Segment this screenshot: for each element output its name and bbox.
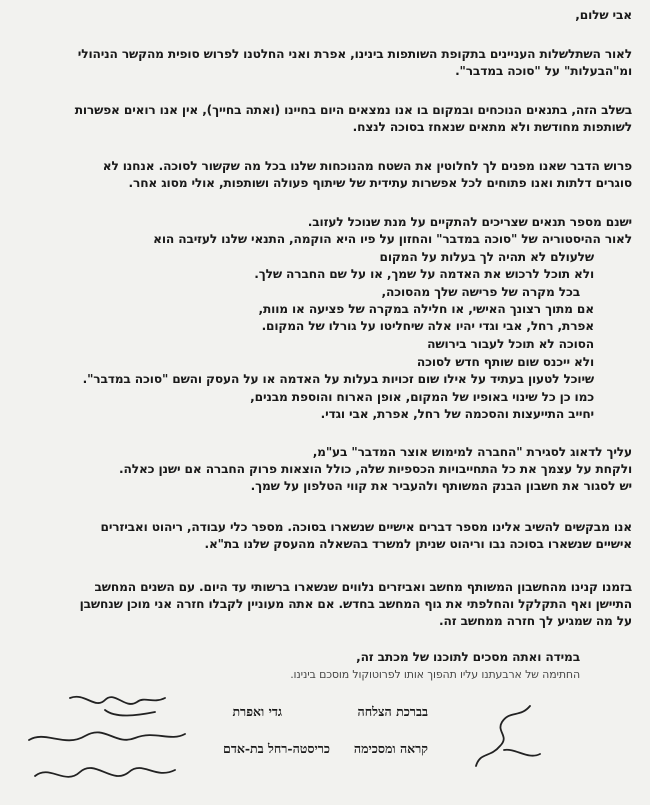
paragraph-items-line-1: אנו מבקשים להשיב אלינו מספר דברים אישיים שנשארו בסוכה. מספר כלי עבודה, ריהוט ואביזרים (100, 520, 632, 534)
conditions-history: לאור ההיסטוריה של "סוכה במדבר" והחזון על פיו היא הוקמה, התנאי שלנו לעזיבה הוא (153, 232, 632, 246)
condition-2-line-3: אפרת, רחל, אבי וגדי יהיו אלה שיחליטו על גורלו של המקום. (261, 319, 594, 333)
signature-scribble-top (70, 697, 165, 716)
condition-5-line-1: כמו כן כל שינוי באופיו של המקום, אופן הארוח והוספת מבנים, (250, 390, 594, 404)
paragraph-agree-line-2: החתימה של ארבעתנו עליו תהפוך אותו לפרוטוקול מוסכם בינינו. (290, 668, 580, 681)
signature-scribble-mid (29, 732, 185, 740)
paragraph-computer-line-3: על מה שמגיע לך חזרה ממחשב זה. (439, 614, 632, 628)
paragraph-company-line-1: עליך לדאוג לסגירת "החברה למימוש אוצר המדבר" בע"מ, (312, 445, 632, 459)
signature-scribble-bottom (35, 768, 175, 777)
conditions-intro: ישנם מספר תנאים שצריכים להתקיים על מנת שנוכל לעזוב. (307, 215, 632, 229)
paragraph-1-line-2: ומ"הבעלות" על "סוכה במדבר". (455, 64, 632, 78)
paragraph-2-line-2: לשותפות מחודשת ולא מתאים שנאחז בסוכה לנצח. (352, 120, 632, 134)
paragraph-computer-line-1: בזמנו קנינו מהחשבון המשותף מחשב ואביזרים נלווים שנשארו ברשותי עד היום. עם השנים המחשב (94, 580, 632, 594)
agree-label: קראה ומסכימה (353, 741, 428, 756)
paragraph-computer-line-2: התיישן ואף התקלקל והחלפתי את גוף המחשב בחדש. אם אתה מעוניין לקבלו חזרה אני מוכן שנחשבן (79, 597, 632, 611)
agree-name: כריסטה-רחל בת-אדם (223, 741, 330, 756)
closing-greeting: בברכת הצלחה (357, 704, 428, 719)
paragraph-3-line-1: פרוש הדבר שאנו מפנים לך לחלוטין את השטח מהנוכחות שלנו בכל מה שקשור לסוכה. אנחנו לא (102, 159, 632, 173)
greeting: אבי שלום, (575, 8, 632, 22)
condition-1-line-2: ולא תוכל לרכוש את האדמה על שמך, או על שם החברה שלך. (254, 267, 594, 281)
closing-names: גדי ואפרת (232, 704, 282, 719)
condition-4-line-1: ולא ייכנס שום שותף חדש לסוכה (416, 355, 594, 369)
handwritten-signatures (25, 690, 195, 800)
paragraph-company-line-2: ולקחת על עצמך את כל התחייבויות הכספיות שלה, כולל הוצאות פרוק החברה אם ישנן כאלה. (119, 462, 632, 476)
paragraph-2-line-1: בשלב הזה, בתנאים הנוכחים ובמקום בו אנו נמצאים היום בחיינו (ואתה בחייך), אין אנו רואים אפשרות (74, 103, 632, 117)
handwritten-signature-right (470, 700, 550, 780)
paragraph-agree-line-1: במידה ואתה מסכים לתוכנו של מכתב זה, (356, 650, 580, 664)
paragraph-items-line-2: אישיים שנשארו בסוכה נבו וריהוט שניתן למשרד בהשאלה מהעסק שלנו בת"א. (204, 537, 632, 551)
condition-5-line-2: יחייב התייעצות והסכמה של רחל, אפרת, אבי וגדי. (320, 407, 594, 421)
paragraph-company-line-3: יש לסגור את חשבון הבנק המשותף ולהעביר את קווי הטלפון על שמך. (250, 479, 632, 493)
paragraph-3-line-2: סוגרים דלתות ואנו פתוחים לכל אפשרות עתידית של שיתוף פעולה ושותפות, אולי מסוג אחר. (128, 176, 632, 190)
condition-4-line-2: שיוכל לטעון בעתיד על אילו שום זכויות בעלות על האדמה או על העסק והשם "סוכה במדבר". (82, 372, 594, 386)
condition-2-line-2: אם מתוך רצונך האישי, או חלילה במקרה של פציעה או מוות, (258, 302, 594, 316)
paragraph-1-line-1: לאור השתלשלות העניינים בתקופת השותפות בינינו, אפרת ואני החלטנו לפרוש סופית מהקשר הניהולי (77, 47, 632, 61)
condition-1-line-1: שלעולם לא תהיה לך בעלות על המקום (379, 250, 594, 264)
condition-3: הסוכה לא תוכל לעבור בירושה (427, 337, 594, 351)
condition-2-line-1: בכל מקרה של פרישה שלך מהסוכה, (381, 285, 580, 299)
